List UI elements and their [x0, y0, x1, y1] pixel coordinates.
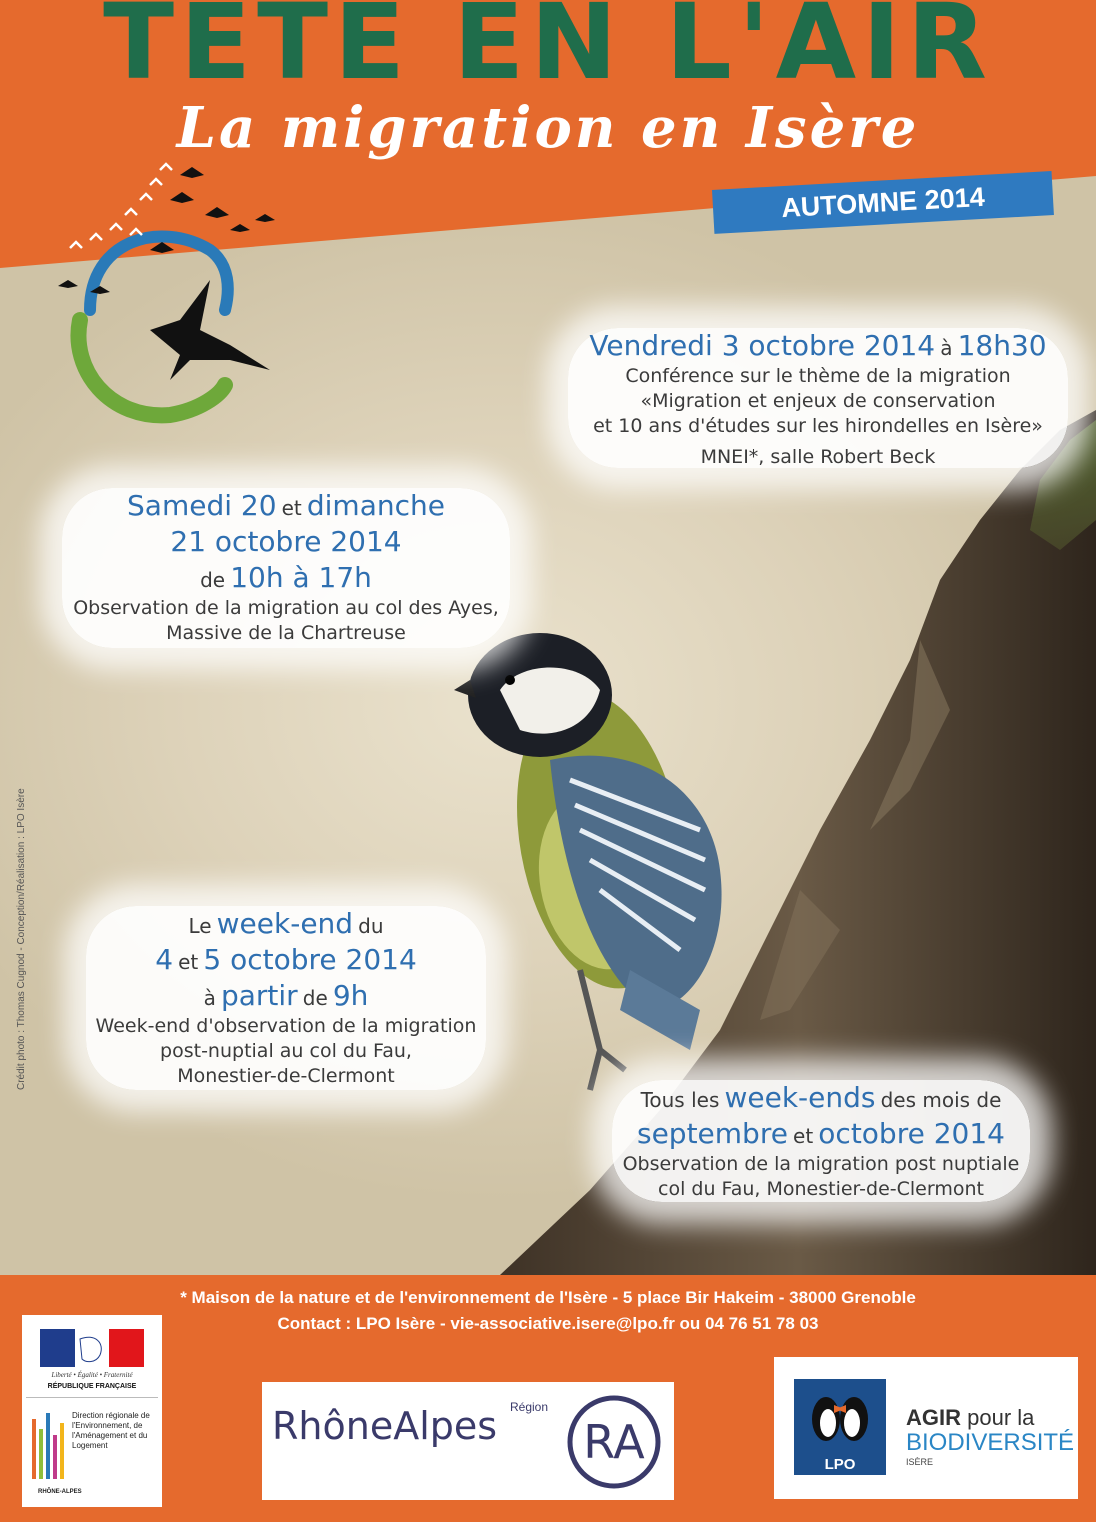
lpo-puffin-box	[794, 1379, 886, 1475]
season-label: AUTOMNE 2014	[780, 181, 986, 224]
all-desc2: col du Fau, Monestier-de-Clermont	[658, 1178, 984, 1200]
conference-a: à	[940, 336, 953, 360]
poster-subtitle: La migration en Isère	[176, 95, 920, 161]
fau-desc2: post-nuptial au col du Fau,	[160, 1040, 412, 1062]
conference-line4: et 10 ans d'études sur les hirondelles en Isère»	[593, 415, 1043, 437]
lpo-biodiversite: BIODIVERSITÉ	[906, 1429, 1075, 1456]
bird-flock-dark	[58, 167, 275, 294]
event-weekend-fau	[86, 906, 486, 1090]
fau-et: et	[178, 950, 199, 974]
dreal-text: Direction régionale de l'Environnement, de l'Aménagement et du Logement	[72, 1411, 150, 1450]
ra-name: RhôneAlpes	[272, 1404, 498, 1448]
dreal-region: RHÔNE-ALPES	[38, 1489, 82, 1495]
fau-d2: 5 octobre 2014	[203, 943, 417, 976]
fau-d1: 4	[155, 943, 174, 976]
fau-time: 9h	[332, 979, 369, 1012]
ra-region: Région	[510, 1400, 549, 1414]
fau-de: de	[302, 986, 328, 1010]
rf-motto: Liberté • Égalité • Fraternité	[51, 1371, 133, 1379]
all-tous: Tous les	[640, 1088, 720, 1112]
event-conference	[568, 328, 1068, 468]
footer-contact: Contact : LPO Isère - vie-associative.isere@lpo.fr ou 04 76 51 78 03	[277, 1314, 819, 1333]
chartreuse-desc2: Massive de la Chartreuse	[166, 622, 406, 644]
lpo-agir-bold: AGIR	[906, 1405, 961, 1430]
logo-rhone-alpes	[262, 1382, 674, 1500]
bird-wing	[550, 756, 722, 1010]
logo-lpo	[774, 1357, 1078, 1499]
all-des: des mois de	[880, 1088, 1002, 1112]
rf-name: RÉPUBLIQUE FRANÇAISE	[47, 1383, 137, 1390]
chartreuse-day2: dimanche	[306, 489, 445, 522]
lpo-isere: ISÈRE	[906, 1457, 934, 1467]
poster-title: TETE EN L'AIR	[103, 0, 993, 103]
all-desc1: Observation de la migration post nuptiale	[622, 1153, 1020, 1175]
chartreuse-et: et	[281, 496, 302, 520]
conference-line2: Conférence sur le thème de la migration	[625, 365, 1011, 387]
footer-address: * Maison de la nature et de l'environnement de l'Isère - 5 place Bir Hakeim - 38000 Grenoble	[180, 1288, 916, 1307]
fau-le: Le	[188, 914, 212, 938]
fau-partir: partir	[220, 979, 298, 1012]
lpo-label: LPO	[824, 1456, 856, 1473]
fau-weekend: week-end	[216, 907, 354, 940]
photo-credit: Crédit photo : Thomas Cugnod - Conception/Réalisation : LPO Isère	[16, 788, 27, 1090]
fau-a: à	[203, 986, 216, 1010]
ra-mark: RA	[583, 1415, 645, 1469]
chartreuse-date: 21 octobre 2014	[170, 525, 402, 558]
crane-silhouette	[150, 280, 270, 380]
chartreuse-de: de	[200, 568, 226, 592]
all-m2: octobre 2014	[818, 1117, 1005, 1150]
ra-circle-icon	[564, 1392, 664, 1492]
all-weekends: week-ends	[724, 1081, 876, 1114]
migration-logo	[30, 160, 290, 440]
event-chartreuse	[62, 488, 510, 648]
puffin-icon	[794, 1379, 886, 1451]
fau-du: du	[358, 914, 384, 938]
fau-desc3: Monestier-de-Clermont	[177, 1065, 395, 1087]
chartreuse-day1: Samedi 20	[127, 489, 277, 522]
conference-line3: «Migration et enjeux de conservation	[640, 390, 996, 412]
all-et: et	[793, 1124, 814, 1148]
chartreuse-time: 10h à 17h	[230, 561, 372, 594]
rf-divider	[26, 1397, 158, 1398]
fau-desc1: Week-end d'observation de la migration	[95, 1015, 477, 1037]
lpo-agir	[906, 1405, 1034, 1431]
lpo-pour: pour la	[967, 1405, 1035, 1430]
conference-day: Vendredi 3 octobre 2014	[589, 329, 936, 362]
chartreuse-desc1: Observation de la migration au col des Ayes,	[73, 597, 499, 619]
all-m1: septembre	[636, 1117, 788, 1150]
logo-republique-francaise	[22, 1315, 162, 1507]
event-all-weekends	[612, 1080, 1030, 1202]
conference-venue: MNEI*, salle Robert Beck	[700, 446, 936, 468]
conference-time: 18h30	[957, 329, 1047, 362]
marianne-flag-icon	[40, 1329, 144, 1367]
